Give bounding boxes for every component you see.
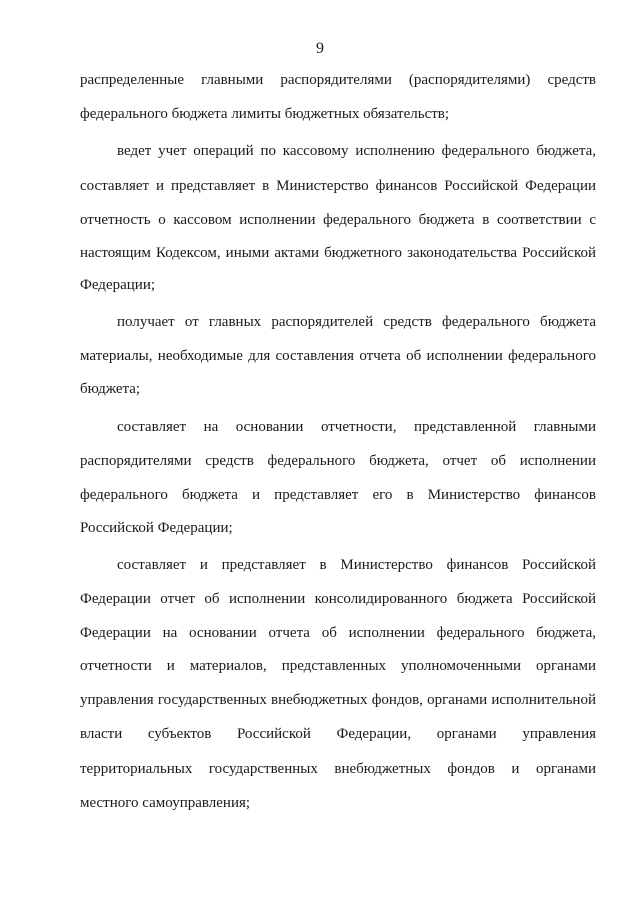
paragraph-5-line-4: отчетности и материалов, представленных уполномоченными органами <box>80 658 596 674</box>
paragraph-2-line-5: Федерации; <box>80 277 156 293</box>
paragraph-5-line-2: Федерации отчет об исполнении консолидированного бюджета Российской <box>80 591 596 607</box>
paragraph-4-line-4: Российской Федерации; <box>80 520 233 536</box>
paragraph-3-line-3: бюджета; <box>80 381 141 397</box>
paragraph-4-line-3: федерального бюджета и представляет его в Министерство финансов <box>80 487 596 503</box>
paragraph-5-line-7: территориальных государственных внебюджетных фондов и органами <box>80 761 596 777</box>
paragraph-5-line-8: местного самоуправления; <box>80 795 251 811</box>
paragraph-2-line-2: составляет и представляет в Министерство финансов Российской Федерации <box>80 178 596 194</box>
paragraph-2-line-3: отчетность о кассовом исполнении федерального бюджета в соответствии с <box>80 212 596 228</box>
paragraph-2-line-1: ведет учет операций по кассовому исполнению федерального бюджета, <box>117 143 596 159</box>
paragraph-5-line-6: власти субъектов Российской Федерации, органами управления <box>80 726 596 742</box>
paragraph-3-line-1: получает от главных распорядителей средств федерального бюджета <box>117 314 596 330</box>
paragraph-5-line-1: составляет и представляет в Министерство финансов Российской <box>117 557 596 573</box>
paragraph-4-line-2: распорядителями средств федерального бюджета, отчет об исполнении <box>80 453 596 469</box>
paragraph-3-line-2: материалы, необходимые для составления отчета об исполнении федерального <box>80 348 596 364</box>
page-number: 9 <box>316 40 324 57</box>
paragraph-5-line-3: Федерации на основании отчета об исполнении федерального бюджета, <box>80 625 596 641</box>
paragraph-2-line-4: настоящим Кодексом, иными актами бюджетного законодательства Российской <box>80 245 596 261</box>
paragraph-4-line-1: составляет на основании отчетности, представленной главными <box>117 419 596 435</box>
paragraph-1-line-2: федерального бюджета лимиты бюджетных обязательств; <box>80 106 450 122</box>
paragraph-5-line-5: управления государственных внебюджетных фондов, органами исполнительной <box>80 692 596 708</box>
paragraph-1-line-1: распределенные главными распорядителями (распорядителями) средств <box>80 72 596 88</box>
